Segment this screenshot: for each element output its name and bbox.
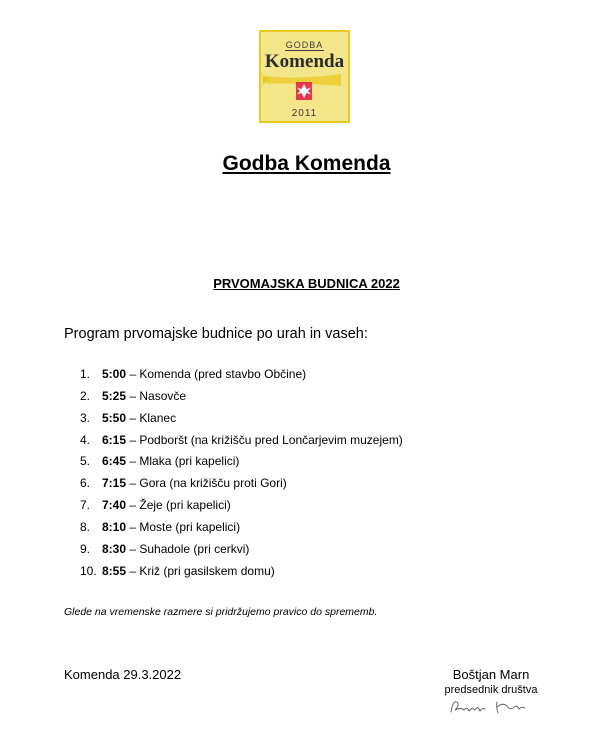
item-time: 5:25 <box>102 388 127 403</box>
item-number: 4. <box>80 432 91 447</box>
schedule-list <box>80 365 403 583</box>
item-time: 5:00 <box>102 367 127 381</box>
item-time: 7:15 <box>102 476 127 491</box>
item-time: 6:15 <box>102 432 127 447</box>
item-time: 7:40 <box>102 498 127 513</box>
item-time: 8:10 <box>102 519 127 534</box>
list-item <box>80 452 403 474</box>
item-place: – Klanec <box>126 410 177 425</box>
list-item <box>80 562 403 584</box>
list-item <box>80 409 403 431</box>
list-item <box>80 431 403 453</box>
intro-text: Program prvomajske budnice po urah in vaseh: <box>64 326 368 342</box>
item-time: 8:30 <box>102 541 127 556</box>
item-number: 5. <box>80 454 91 469</box>
item-place: – Komenda (pred stavbo Občine) <box>126 367 307 381</box>
logo-year: 2011 <box>291 108 318 119</box>
item-number: 2. <box>80 388 91 403</box>
item-number: 6. <box>80 476 91 491</box>
item-number: 9. <box>80 541 91 556</box>
item-number: 1. <box>80 367 91 381</box>
weather-note: Glede na vremenske razmere si pridržujemo pravico do sprememb. <box>64 606 378 618</box>
signer-name: Boštjan Marn <box>452 667 530 682</box>
item-number: 3. <box>80 410 91 425</box>
logo-top-text: GODBA <box>285 40 324 50</box>
item-place: – Nasovče <box>126 388 187 403</box>
list-item <box>80 496 403 518</box>
item-number: 7. <box>80 498 91 513</box>
list-item <box>80 387 403 409</box>
item-place: – Moste (pri kapelici) <box>126 519 241 534</box>
item-time: 5:50 <box>102 410 127 425</box>
list-item <box>80 518 403 540</box>
item-number: 10. <box>80 563 97 578</box>
place-date: Komenda 29.3.2022 <box>64 667 182 682</box>
trumpet-icon <box>261 70 348 106</box>
item-place: – Gora (na križišču proti Gori) <box>126 476 287 491</box>
page-title: Godba Komenda <box>222 152 391 175</box>
item-place: – Suhadole (pri cerkvi) <box>126 541 250 556</box>
event-title: PRVOMAJSKA BUDNICA 2022 <box>213 276 400 291</box>
godba-komenda-logo <box>259 30 350 123</box>
item-time: 8:55 <box>102 563 127 578</box>
item-number: 8. <box>80 519 91 534</box>
item-place: – Mlaka (pri kapelici) <box>126 454 240 469</box>
item-place: – Žeje (pri kapelici) <box>126 498 231 513</box>
list-item <box>80 540 403 562</box>
logo-name: Komenda <box>264 51 345 72</box>
signer-role: predsednik društva <box>444 684 538 696</box>
item-time: 6:45 <box>102 454 127 469</box>
list-item <box>80 474 403 496</box>
item-place: – Podboršt (na križišču pred Lončarjevim muzejem) <box>126 432 403 447</box>
handwritten-signature <box>447 696 537 718</box>
item-place: – Križ (pri gasilskem domu) <box>126 563 275 578</box>
list-item <box>80 365 403 387</box>
